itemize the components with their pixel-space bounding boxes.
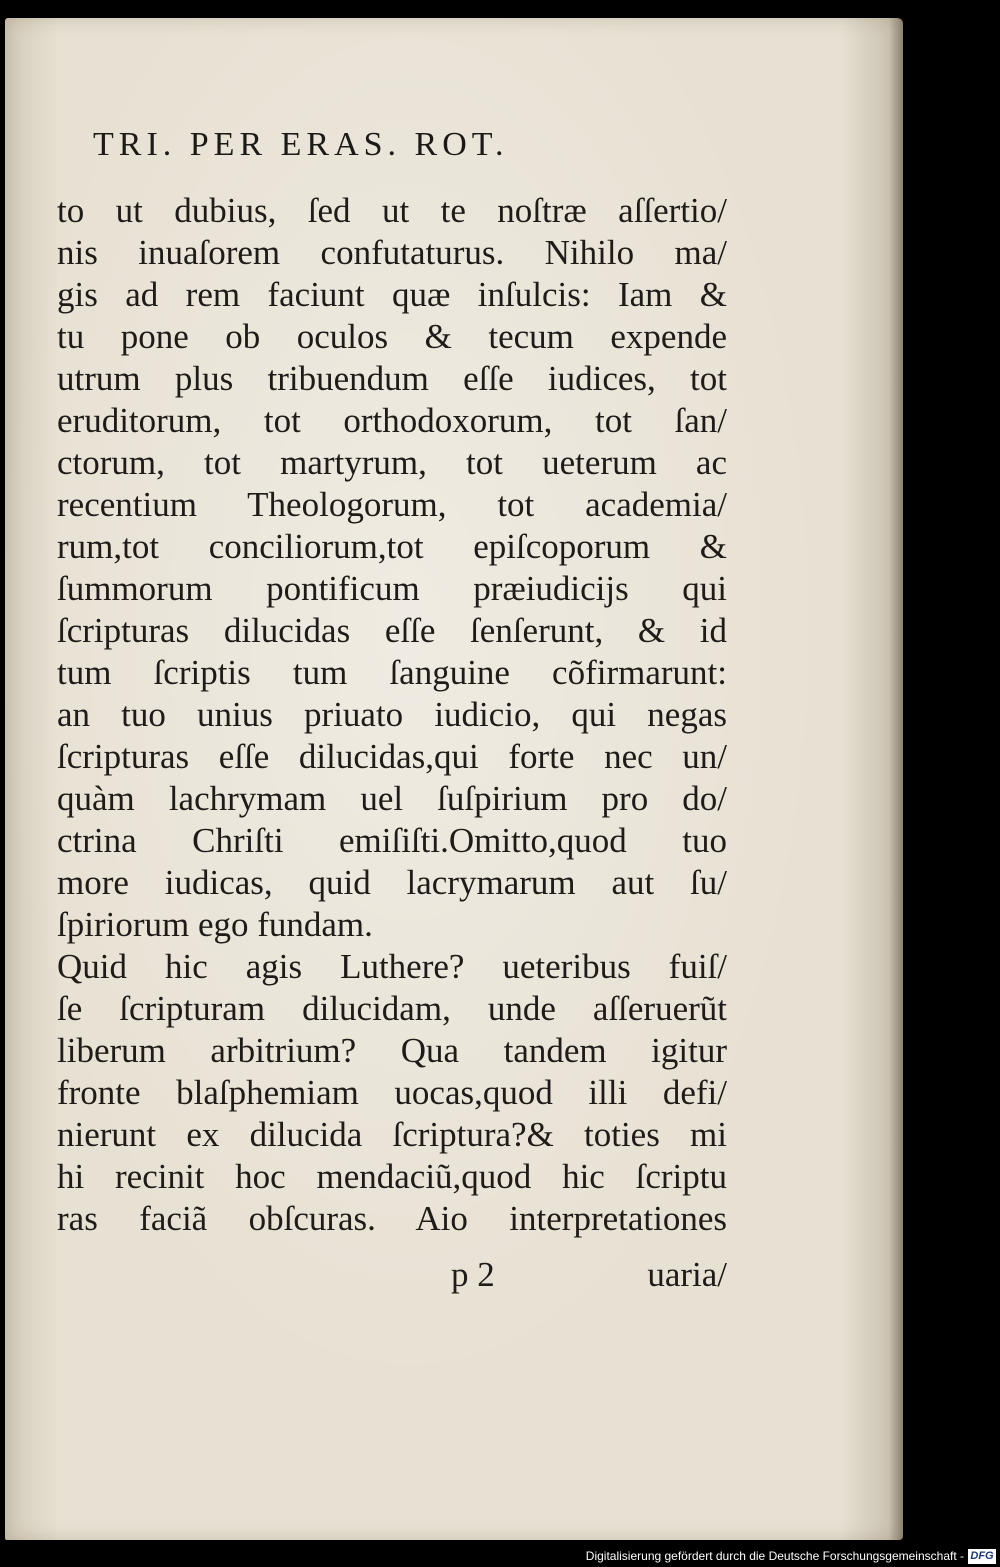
text-line: an tuo unius priuato iudicio, qui negas bbox=[57, 695, 727, 734]
text-line: hi recinit hoc mendaciũ,quod hic ſcriptu bbox=[57, 1157, 727, 1196]
signature-mark: p 2 bbox=[451, 1255, 495, 1294]
text-line: Quid hic agis Luthere? ueteribus fuiſ/ bbox=[57, 947, 727, 986]
text-line: eruditorum, tot orthodoxorum, tot ſan/ bbox=[57, 401, 727, 440]
catchline bbox=[57, 1255, 727, 1297]
text-line: ſpiriorum ego fundam. bbox=[57, 905, 373, 944]
text-line: fronte blaſphemiam uocas,quod illi defi/ bbox=[57, 1073, 727, 1112]
text-line: tu pone ob oculos & tecum expende bbox=[57, 317, 727, 356]
text-line: nis inuaſorem confutaturus. Nihilo ma/ bbox=[57, 233, 727, 272]
text-line: tum ſcriptis tum ſanguine cõfirmarunt: bbox=[57, 653, 727, 692]
text-line: utrum plus tribuendum eſſe iudices, tot bbox=[57, 359, 727, 398]
text-line: more iudicas, quid lacrymarum aut ſu/ bbox=[57, 863, 727, 902]
text-line: ctrina Chriſti emiſiſti.Omitto,quod tuo bbox=[57, 821, 727, 860]
text-line: ſcripturas eſſe dilucidas,qui forte nec un/ bbox=[57, 737, 727, 776]
text-line: ſe ſcripturam dilucidam, unde aſſeruerũt bbox=[57, 989, 727, 1028]
text-line: ras faciã obſcuras. Aio interpretationes bbox=[57, 1199, 727, 1238]
text-line: nierunt ex dilucida ſcriptura?& toties mi bbox=[57, 1115, 727, 1154]
text-line: quàm lachrymam uel ſuſpirium pro do/ bbox=[57, 779, 727, 818]
text-line: recentium Theologorum, tot academia/ bbox=[57, 485, 727, 524]
body-text bbox=[57, 190, 727, 1240]
text-line: gis ad rem faciunt quæ inſulcis: Iam & bbox=[57, 275, 727, 314]
text-line: ſummorum pontificum præiudicijs qui bbox=[57, 569, 727, 608]
running-head: TRI. PER ERAS. ROT. bbox=[93, 126, 509, 163]
digitization-note: Digitalisierung gefördert durch die Deutsche Forschungsgemeinschaft - bbox=[585, 1549, 964, 1563]
dfg-logo-icon: DFG bbox=[968, 1549, 996, 1564]
book-page bbox=[5, 18, 903, 1540]
text-line: ctorum, tot martyrum, tot ueterum ac bbox=[57, 443, 727, 482]
text-line: rum,tot conciliorum,tot epiſcoporum & bbox=[57, 527, 727, 566]
catchword: uaria/ bbox=[647, 1255, 727, 1294]
text-line: liberum arbitrium? Qua tandem igitur bbox=[57, 1031, 727, 1070]
text-line: to ut dubius, ſed ut te noſtræ aſſertio/ bbox=[57, 191, 727, 230]
text-line: ſcripturas dilucidas eſſe ſenſerunt, & id bbox=[57, 611, 727, 650]
